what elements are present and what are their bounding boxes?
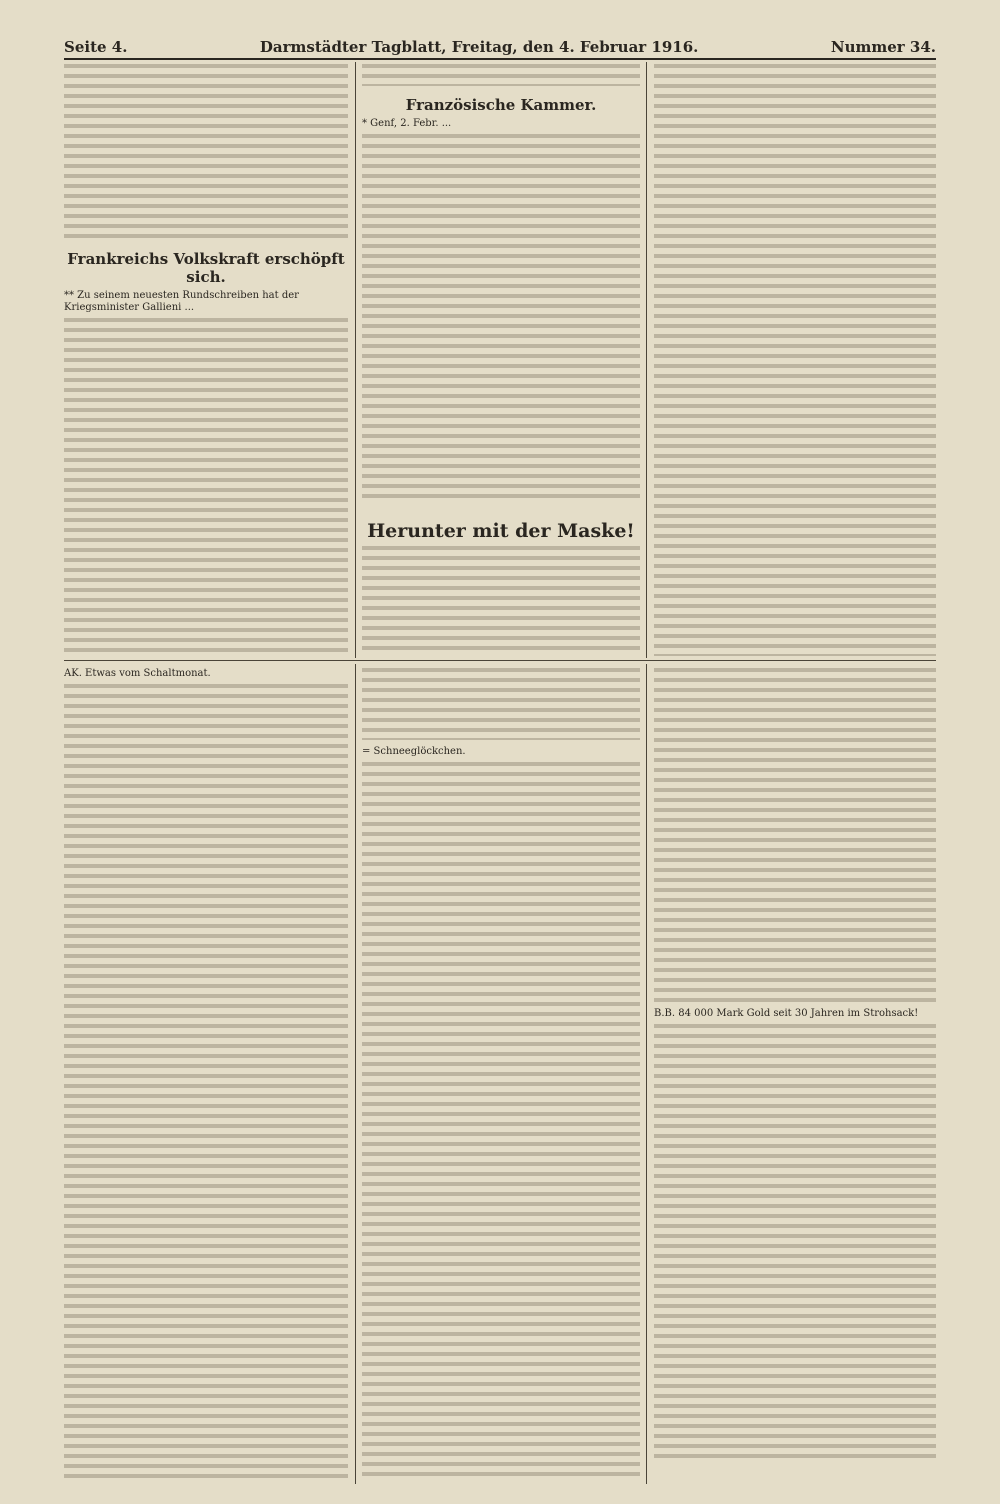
page-label: Seite 4. xyxy=(64,38,128,56)
column-divider xyxy=(646,664,647,1484)
column-divider xyxy=(646,62,647,658)
text-block xyxy=(362,64,640,86)
text-block xyxy=(654,64,936,656)
issue-number: Nummer 34. xyxy=(830,38,936,56)
column-divider xyxy=(355,664,356,1484)
body-text-placeholder xyxy=(64,684,348,1480)
feuilleton-rule xyxy=(64,660,936,661)
masthead xyxy=(64,28,936,56)
text-block xyxy=(362,668,640,740)
headline: Herunter mit der Maske! xyxy=(367,520,635,542)
article-lead: ** Zu seinem neuesten Rundschreiben hat der Kriegsminister Gallieni ... xyxy=(64,290,299,313)
headline: Französische Kammer. xyxy=(405,96,597,114)
body-text-placeholder xyxy=(362,546,640,654)
column-divider xyxy=(355,62,356,658)
body-text-placeholder xyxy=(362,134,640,504)
text-block xyxy=(654,668,936,1004)
body-text-placeholder xyxy=(362,762,640,1480)
body-text-placeholder xyxy=(654,1024,936,1464)
headline: Frankreichs Volkskraft erschöpft sich. xyxy=(67,250,345,286)
article-schneegloeckchen xyxy=(362,746,640,1484)
paper-title: Darmstädter Tagblatt, Freitag, den 4. Februar 1916. xyxy=(259,38,699,56)
article-frankreich xyxy=(64,244,348,656)
article-lead: = Schneeglöckchen. xyxy=(362,746,466,757)
article-maske xyxy=(362,514,640,656)
text-block xyxy=(64,64,348,242)
header-rule xyxy=(64,58,936,60)
article-kammer xyxy=(362,90,640,510)
article-strohsack xyxy=(654,1008,936,1484)
body-text-placeholder xyxy=(64,318,348,656)
article-lead: B.B. 84 000 Mark Gold seit 30 Jahren im Strohsack! xyxy=(654,1008,919,1019)
article-lead: * Genf, 2. Febr. ... xyxy=(362,118,452,129)
article-lead: AK. Etwas vom Schaltmonat. xyxy=(64,668,211,679)
article-schaltmonat xyxy=(64,668,348,1484)
